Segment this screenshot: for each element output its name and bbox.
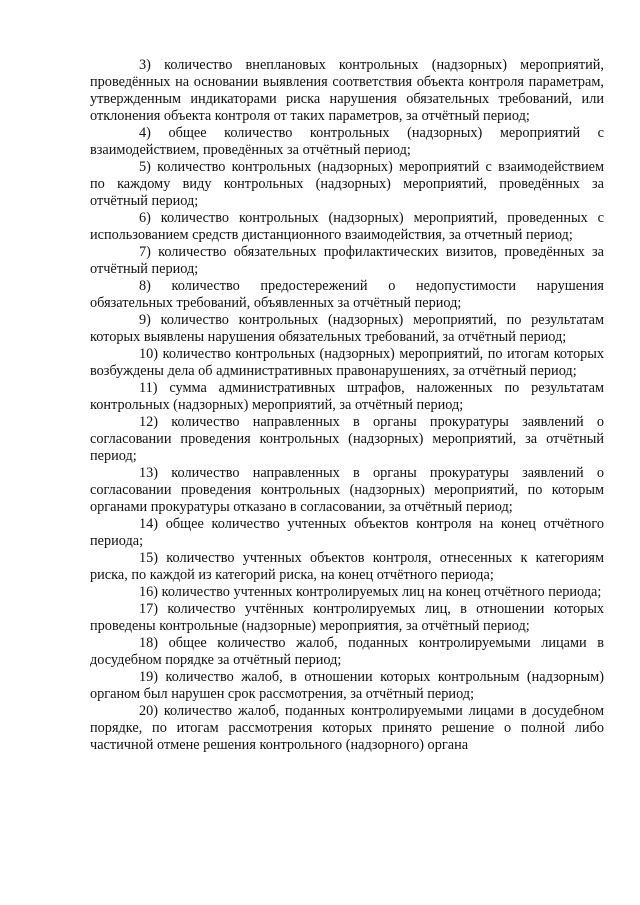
list-item-6: 6) количество контрольных (надзорных) мероприятий, проведенных с использованием средств дистанционного взаимодействия, за отчетный период;: [90, 210, 604, 243]
list-item-15: 15) количество учтенных объектов контроля, отнесенных к категориям риска, по каждой из категорий риска, на конец отчётного периода;: [90, 550, 604, 583]
list-item-3: 3) количество внеплановых контрольных (надзорных) мероприятий, проведённых на основании выявления соответствия объекта контроля параметрам, утвержденным индикаторами риска нарушения обязательных требований, или отклонения объекта контроля от таких параметров, за отчётный период;: [90, 57, 604, 124]
list-item-5: 5) количество контрольных (надзорных) мероприятий с взаимодействием по каждому виду контрольных (надзорных) мероприятий, проведённых за отчётный период;: [90, 159, 604, 209]
list-item-20: 20) количество жалоб, поданных контролируемыми лицами в досудебном порядке, по итогам рассмотрения которых принято решение о полной либо частичной отмене решения контрольного (надзорного) органа: [90, 703, 604, 753]
list-item-10: 10) количество контрольных (надзорных) мероприятий, по итогам которых возбуждены дела об административных правонарушениях, за отчётный период;: [90, 346, 604, 379]
list-item-8: 8) количество предостережений о недопустимости нарушения обязательных требований, объявленных за отчётный период;: [90, 278, 604, 311]
list-item-12: 12) количество направленных в органы прокуратуры заявлений о согласовании проведения контрольных (надзорных) мероприятий, за отчётный период;: [90, 414, 604, 464]
list-item-18: 18) общее количество жалоб, поданных контролируемыми лицами в досудебном порядке за отчётный период;: [90, 635, 604, 668]
list-item-9: 9) количество контрольных (надзорных) мероприятий, по результатам которых выявлены нарушения обязательных требований, за отчётный период;: [90, 312, 604, 345]
list-item-11: 11) сумма административных штрафов, наложенных по результатам контрольных (надзорных) мероприятий, за отчётный период;: [90, 380, 604, 413]
list-item-17: 17) количество учтённых контролируемых лиц, в отношении которых проведены контрольные (надзорные) мероприятия, за отчётный период;: [90, 601, 604, 634]
list-item-4: 4) общее количество контрольных (надзорных) мероприятий с взаимодействием, проведённых за отчётный период;: [90, 125, 604, 158]
list-item-16: 16) количество учтенных контролируемых лиц на конец отчётного периода;: [139, 584, 602, 600]
list-item-7: 7) количество обязательных профилактических визитов, проведённых за отчётный период;: [90, 244, 604, 277]
list-item-14: 14) общее количество учтенных объектов контроля на конец отчётного периода;: [90, 516, 604, 549]
document-page: [90, 57, 604, 754]
list-item-19: 19) количество жалоб, в отношении которых контрольным (надзорным) органом был нарушен срок рассмотрения, за отчётный период;: [90, 669, 604, 702]
list-item-13: 13) количество направленных в органы прокуратуры заявлений о согласовании проведения контрольных (надзорных) мероприятий, по которым органами прокуратуры отказано в согласовании, за отчётный период;: [90, 465, 604, 515]
